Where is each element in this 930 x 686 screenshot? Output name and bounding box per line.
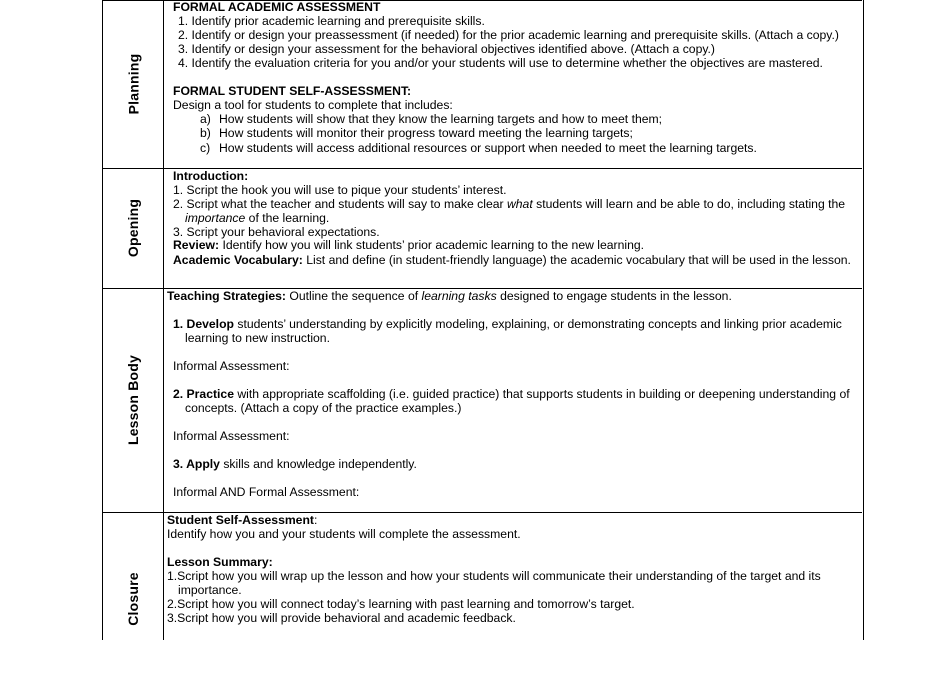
body-practice-cont: concepts. (Attach a copy of the practice examples.) [185, 401, 462, 415]
closure-item: 1.Script how you will wrap up the lesson and how your students will communicate their understanding of the target and its [167, 569, 821, 583]
body-teaching-strategies: Teaching Strategies: Outline the sequence of learning tasks designed to engage students in the lesson. [167, 289, 732, 303]
section-label: Planning [125, 53, 141, 115]
section-opening [103, 168, 163, 288]
body-informal-formal-assessment: Informal AND Formal Assessment: [173, 485, 360, 499]
body-informal-assessment: Informal Assessment: [173, 359, 290, 373]
planning-heading-self: FORMAL STUDENT SELF-ASSESSMENT: [173, 84, 412, 98]
planning-sub-label: b) [200, 126, 211, 140]
planning-sub-item: How students will show that they know the learning targets and how to meet them; [219, 112, 663, 126]
body-informal-assessment: Informal Assessment: [173, 429, 290, 443]
section-lesson-body [103, 288, 163, 512]
section-closure [103, 512, 163, 686]
section-planning [103, 0, 163, 168]
planning-sub-item: How students will monitor their progress toward meeting the learning targets; [219, 126, 633, 140]
planning-item: 1. Identify prior academic learning and prerequisite skills. [178, 14, 485, 28]
section-label: Opening [125, 198, 141, 258]
body-develop-cont: learning to new instruction. [185, 331, 330, 345]
body-practice: 2. Practice with appropriate scaffolding (i.e. guided practice) that supports students in building or deepening understanding of [173, 387, 850, 401]
closure-self-assessment: Student Self-Assessment: [167, 513, 318, 527]
closure-item: 3.Script how you will provide behavioral and academic feedback. [167, 611, 516, 625]
opening-vocabulary: Academic Vocabulary: List and define (in student-friendly language) the academic vocabulary that will be used in the lesson. [173, 253, 851, 267]
planning-item: 3. Identify or design your assessment for the behavioral objectives identified above. (Attach a copy.) [178, 42, 715, 56]
planning-item: 4. Identify the evaluation criteria for you and/or your students will use to determine whether the objectives are mastered. [178, 56, 823, 70]
body-apply: 3. Apply skills and knowledge independently. [173, 457, 417, 471]
opening-item-cont: importance of the learning. [185, 211, 330, 225]
planning-item: 2. Identify or design your preassessment (if needed) for the prior academic learning and prerequisite skills. (Attach a copy.) [178, 28, 839, 42]
section-label: Lesson Body [125, 354, 142, 446]
planning-heading-academic: FORMAL ACADEMIC ASSESSMENT [173, 0, 381, 14]
planning-sub-item: How students will access additional resources or support when needed to meet the learning targets. [219, 141, 757, 155]
body-develop: 1. Develop students’ understanding by explicitly modeling, explaining, or demonstrating concepts and linking prior academic [173, 317, 842, 331]
planning-intro: Design a tool for students to complete that includes: [173, 98, 453, 112]
planning-sub-label: c) [200, 141, 211, 155]
closure-item: 2.Script how you will connect today’s learning with past learning and tomorrow’s target. [167, 597, 635, 611]
opening-review: Review: Identify how you will link students’ prior academic learning to the new learning. [173, 238, 645, 252]
closure-summary-heading: Lesson Summary: [167, 555, 273, 569]
opening-item: 1. Script the hook you will use to pique your students’ interest. [173, 183, 507, 197]
closure-self-text: Identify how you and your students will complete the assessment. [167, 527, 521, 541]
opening-heading: Introduction: [173, 169, 249, 183]
opening-item: 2. Script what the teacher and students will say to make clear what students will learn and be able to do, including stating the [173, 197, 846, 211]
planning-sub-label: a) [200, 112, 211, 126]
closure-item-cont: importance. [178, 583, 242, 597]
section-label: Closure [125, 572, 141, 626]
column-divider [163, 0, 164, 640]
opening-item: 3. Script your behavioral expectations. [173, 225, 380, 239]
